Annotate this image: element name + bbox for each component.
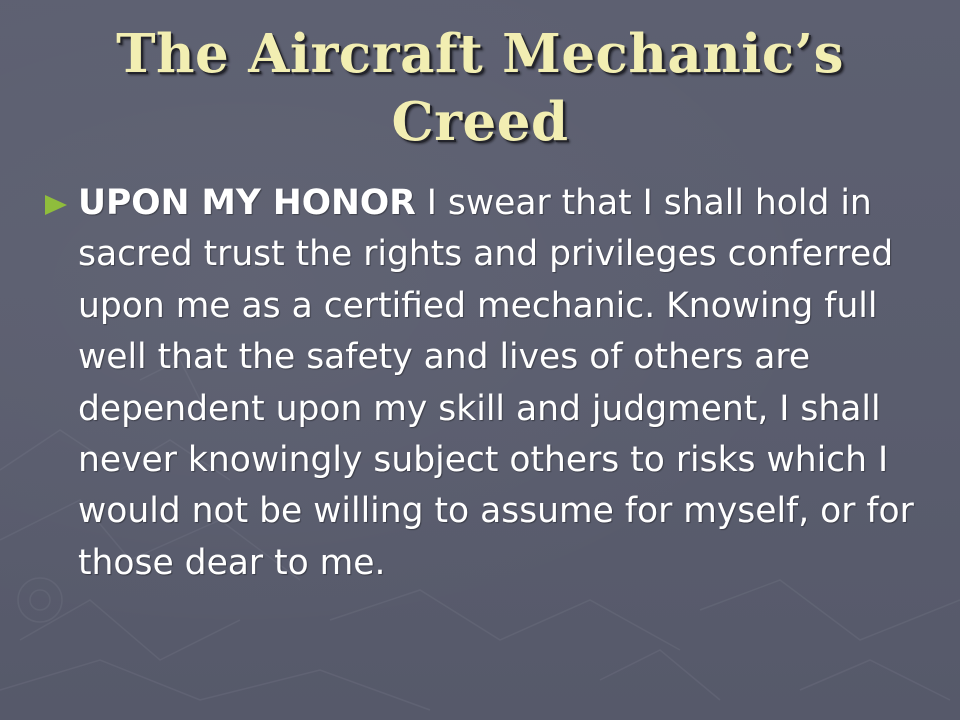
bullet-lead-text: UPON MY HONOR (78, 183, 416, 223)
bullet-item (38, 178, 928, 589)
triangle-bullet-icon (42, 181, 72, 225)
bullet-body-text: I swear that I shall hold in sacred trust the rights and privileges conferred upon me as a certified mechanic. Knowing full well that the safety and lives of others are dependent upon my skill and judgment, I shall never knowingly subject others to risks which I would not be willing to assume for myself, or for those dear to me. (78, 183, 914, 583)
slide-body (38, 178, 928, 589)
slide-title: The Aircraft Mechanic’s Creed (116, 23, 844, 153)
